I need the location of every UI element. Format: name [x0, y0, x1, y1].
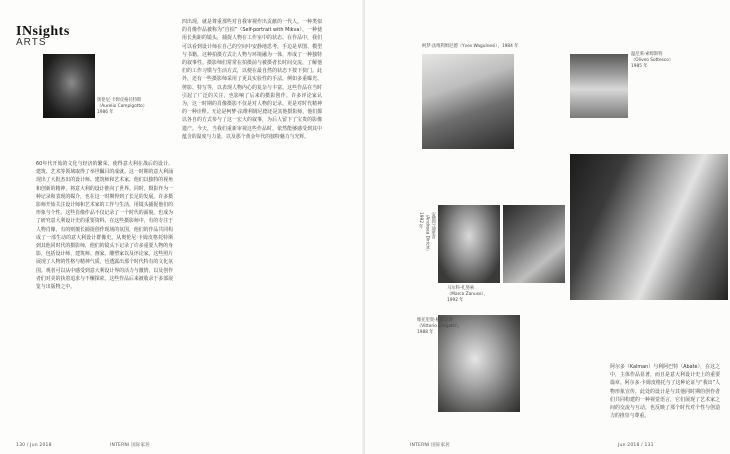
body-column-2: 四出现，就是尊重那些对自我审视作出贡献的一代人。一种类似的肖像作品被称为“自拍”（Self-portrait with Mikva），一种使用长焦距的镜头，捕捉人物在工作室中的状态。在作品中，我们可以看到设计师在自己的空间中安静地思考，手边是草图、模型与书籍。这种拍摄方式让人物与环境融为一体，形成了一种独特的叙事性。摄影师们常常在拍摄前与被摄者长时间交流，了解他们的工作习惯与生活方式，以便在最自然的状态下按下快门。此外，还有一些摄影师采用了更具实验性的手法，例如多重曝光、剪影、特写等，以表现人物内心的复杂与丰富。这些作品在当时引起了广泛的关注，也影响了后来的摄影创作。许多评论家认为，这一时期的肖像摄影不仅是对人物的记录，更是对时代精神的一种诠释。无论是柯梦·法维利姆尼德还是其他摄影师，他们都以各自的方式参与了这一宏大的叙事，为后人留下了宝贵的影像遗产。今天，当我们重新审视这些作品时，依然能够感受到其中蕴含的温度与力量，以及那个黄金年代的独特魅力与光辉。 — [182, 19, 322, 140]
caption-zanuso: 马尔科·扎努索 （Marco Zanuso）， 1992 年 — [447, 286, 489, 304]
photo-zanuso — [503, 205, 565, 283]
photo-vaganne — [422, 54, 514, 149]
photo-dothesco — [570, 54, 628, 118]
caption-gregotti: 维托里奥·格雷戈蒂 （Vittorio Gregotti）， 1988 年 — [417, 318, 463, 336]
caption-campigotto: 奥伦尼·卡姆皮格托特斯 （Aurelio Campigotto） 1986 年 — [97, 98, 148, 116]
folio-mid-right: INTERNI 国际家居 — [410, 443, 450, 448]
right-body-text-block: 阿尔多（Kalman）与利阿巴特（Abate），在这之中，主体作品显著，而且是意大利设计史上的重要篇章。阿尔多·卡姆皮格托与了这种论证与“我出”人物形象宣传，此处的设计是与其他同时期的创作者们共同构建的一种视觉语言，它们展现了艺术家之间的交流与互动，也反映了那个时代对个性与创造力的推崇与尊重。 — [610, 364, 720, 420]
photo-dirichi — [438, 205, 500, 283]
caption-dothesco: 温尼莱·索姆斯特 （Oliveo Sottesco） 1985 年 — [631, 52, 674, 70]
folio-left: 130 / Jun 2018 — [16, 443, 52, 448]
caption-dirichi: 安德烈·迪里奇 （Andreea Dirichi） 1992 年 — [418, 212, 436, 254]
section-subtitle: ARTS — [16, 37, 47, 48]
caption-vaganne: 柯梦·法维利姆尼德（Yves Wagulnesi），1984 年 — [422, 44, 519, 49]
photo-interior — [570, 154, 728, 300]
folio-mid-left: INTERNI 国际家居 — [110, 443, 150, 448]
folio-right: Jun 2018 / 131 — [618, 443, 654, 448]
body-column-1: 60年代开始的文化与经济的繁荣，使得意大利在战后的设计、建筑、艺术等领域取得了举世瞩目的成就。这一时期的意大利涌现出了大批杰出的设计师、建筑师和艺术家，他们以独特的视角和创新的精神，将意大利的设计推向了世界。同时，摄影作为一种记录和表现的媒介，也在这一时期得到了长足的发展。许多摄影师开始关注设计师和艺术家的工作与生活，用镜头捕捉他们的形象与个性。这些肖像作品不仅记录了一个时代的面貌，也成为了研究意大利设计史的重要资料。在这些摄影师中，有的专注于人物肖像，有的则擅长捕捉创作现场的氛围，他们的作品共同构成了一部生动的意大利设计群像史。从奥伦尼·卡姆皮格托特斯到其他同时代的摄影师，他们的镜头下记录了许多重要人物的身影，包括设计师、建筑师、画家、雕塑家以及评论家。这些照片展现了人物的性格与精神气质，也透露出那个时代特有的文化氛围。观者可以从中感受到意大利设计界的活力与激情，以及创作者们对美的执着追求与不懈探索。这些作品后来被收录于多部展览与出版物之中。 — [36, 161, 173, 291]
section-title: INsights — [16, 24, 70, 39]
photo-campigotto — [43, 54, 95, 118]
